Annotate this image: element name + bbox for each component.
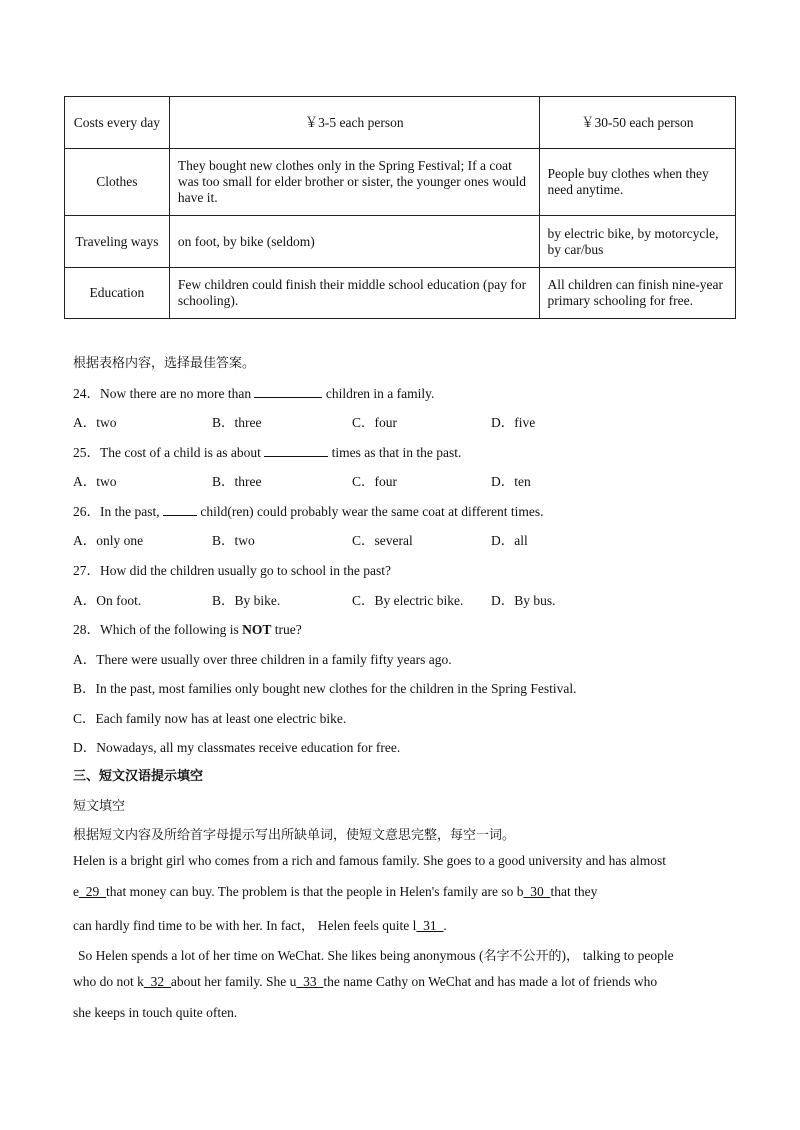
answer-blank[interactable] [264, 444, 328, 457]
option-d[interactable]: D．all [491, 533, 528, 548]
option-d[interactable]: D．ten [491, 474, 531, 489]
option-a[interactable]: A．two [73, 415, 117, 430]
question-text-after: children in a family. [325, 386, 435, 401]
passage-line-5 [73, 974, 657, 990]
question-text-before: The cost of a child is as about [100, 445, 261, 460]
row-now: by electric bike, by motorcycle, by car/bus [539, 216, 735, 268]
question-number: 28． [73, 622, 100, 637]
section-subtitle: 短文填空 [73, 799, 126, 814]
question-number: 25． [73, 445, 100, 460]
passage-text: can hardly find time to be with her. In fact， Helen feels quite l [73, 918, 417, 933]
question-28 [73, 618, 302, 638]
table-header-row [65, 97, 736, 149]
passage-text: who do not k [73, 974, 144, 989]
blank-30[interactable]: 30 [523, 884, 551, 899]
passage-line-1: Helen is a bright girl who comes from a rich and famous family. She goes to a good university and has almost [73, 853, 666, 868]
question-number: 24． [73, 386, 100, 401]
blank-29[interactable]: 29 [79, 884, 106, 899]
section-title: 三、短文汉语提示填空 [73, 769, 204, 784]
instruction-text: 根据表格内容，选择最佳答案。 [73, 356, 256, 371]
blank-31[interactable]: 31 [416, 918, 444, 933]
option-d[interactable]: D．five [491, 415, 536, 430]
section-instruction: 根据短文内容及所给首字母提示写出所缺单词，使短文意思完整，每空一词。 [73, 828, 516, 843]
passage-chinese-gloss: 名字不公开的 [483, 949, 562, 964]
question-24 [73, 382, 434, 402]
option-d[interactable]: D．Nowadays, all my classmates receive education for free. [73, 740, 401, 755]
question-number: 26． [73, 504, 100, 519]
passage-text: that they [550, 884, 598, 899]
passage-line-3 [73, 914, 447, 934]
question-emphasis: NOT [242, 622, 272, 637]
question-text-after: child(ren) could probably wear the same coat at different times. [200, 504, 544, 519]
passage-line-6: she keeps in touch quite often. [73, 1005, 238, 1020]
table-row [65, 216, 736, 268]
option-c[interactable]: C．four [352, 415, 397, 430]
passage-text: So Helen spends a lot of her time on WeChat. She likes being anonymous ( [78, 948, 484, 963]
passage-text: that money can buy. The problem is that the people in Helen's family are so b [106, 884, 524, 899]
passage-text: about her family. She u [170, 974, 297, 989]
question-text-before: In the past, [100, 504, 160, 519]
header-now-cost: ￥30-50 each person [539, 97, 735, 149]
row-past: They bought new clothes only in the Spring Festival; If a coat was too small for elder brother or sister, the younger ones would have it. [169, 149, 539, 216]
option-c[interactable]: C．Each family now has at least one electric bike. [73, 711, 347, 726]
row-label: Traveling ways [65, 216, 170, 268]
passage-text: the name Cathy on WeChat and has made a lot of friends who [323, 974, 658, 989]
passage-text: )， talking to people [561, 948, 674, 963]
row-label: Education [65, 268, 170, 319]
passage-line-2 [73, 884, 597, 900]
header-costs: Costs every day [65, 97, 170, 149]
question-text-after: true? [274, 622, 302, 637]
option-b[interactable]: B．In the past, most families only bought new clothes for the children in the Spring Festival. [73, 681, 577, 696]
question-text-before: Which of the following is [100, 622, 239, 637]
blank-32[interactable]: 32 [143, 974, 171, 989]
option-a[interactable]: A．On foot. [73, 593, 142, 608]
question-27 [73, 559, 391, 579]
option-b[interactable]: B．three [212, 415, 262, 430]
question-25 [73, 441, 461, 461]
option-c[interactable]: C．four [352, 474, 397, 489]
option-d[interactable]: D．By bus. [491, 593, 556, 608]
row-past: Few children could finish their middle school education (pay for schooling). [169, 268, 539, 319]
option-a[interactable]: A．two [73, 474, 117, 489]
question-text-before: Now there are no more than [100, 386, 252, 401]
passage-text: e [73, 884, 79, 899]
option-a[interactable]: A．There were usually over three children in a family fifty years ago. [73, 652, 452, 667]
table-row [65, 268, 736, 319]
row-past: on foot, by bike (seldom) [169, 216, 539, 268]
answer-blank[interactable] [163, 503, 197, 516]
option-c[interactable]: C．By electric bike. [352, 593, 464, 608]
passage-text: . [443, 918, 447, 933]
passage-line-4 [78, 944, 674, 964]
question-text: How did the children usually go to school in the past? [100, 563, 391, 578]
answer-blank[interactable] [254, 385, 322, 398]
row-label: Clothes [65, 149, 170, 216]
option-c[interactable]: C．several [352, 533, 413, 548]
comparison-table [64, 96, 736, 319]
row-now: People buy clothes when they need anytime. [539, 149, 735, 216]
table-row [65, 149, 736, 216]
question-26 [73, 500, 544, 520]
question-number: 27． [73, 563, 100, 578]
row-now: All children can finish nine-year primary schooling for free. [539, 268, 735, 319]
header-past-cost: ￥3-5 each person [169, 97, 539, 149]
blank-33[interactable]: 33 [296, 974, 324, 989]
option-a[interactable]: A．only one [73, 533, 144, 548]
option-b[interactable]: B．By bike. [212, 593, 281, 608]
question-text-after: times as that in the past. [331, 445, 462, 460]
option-b[interactable]: B．two [212, 533, 255, 548]
option-b[interactable]: B．three [212, 474, 262, 489]
